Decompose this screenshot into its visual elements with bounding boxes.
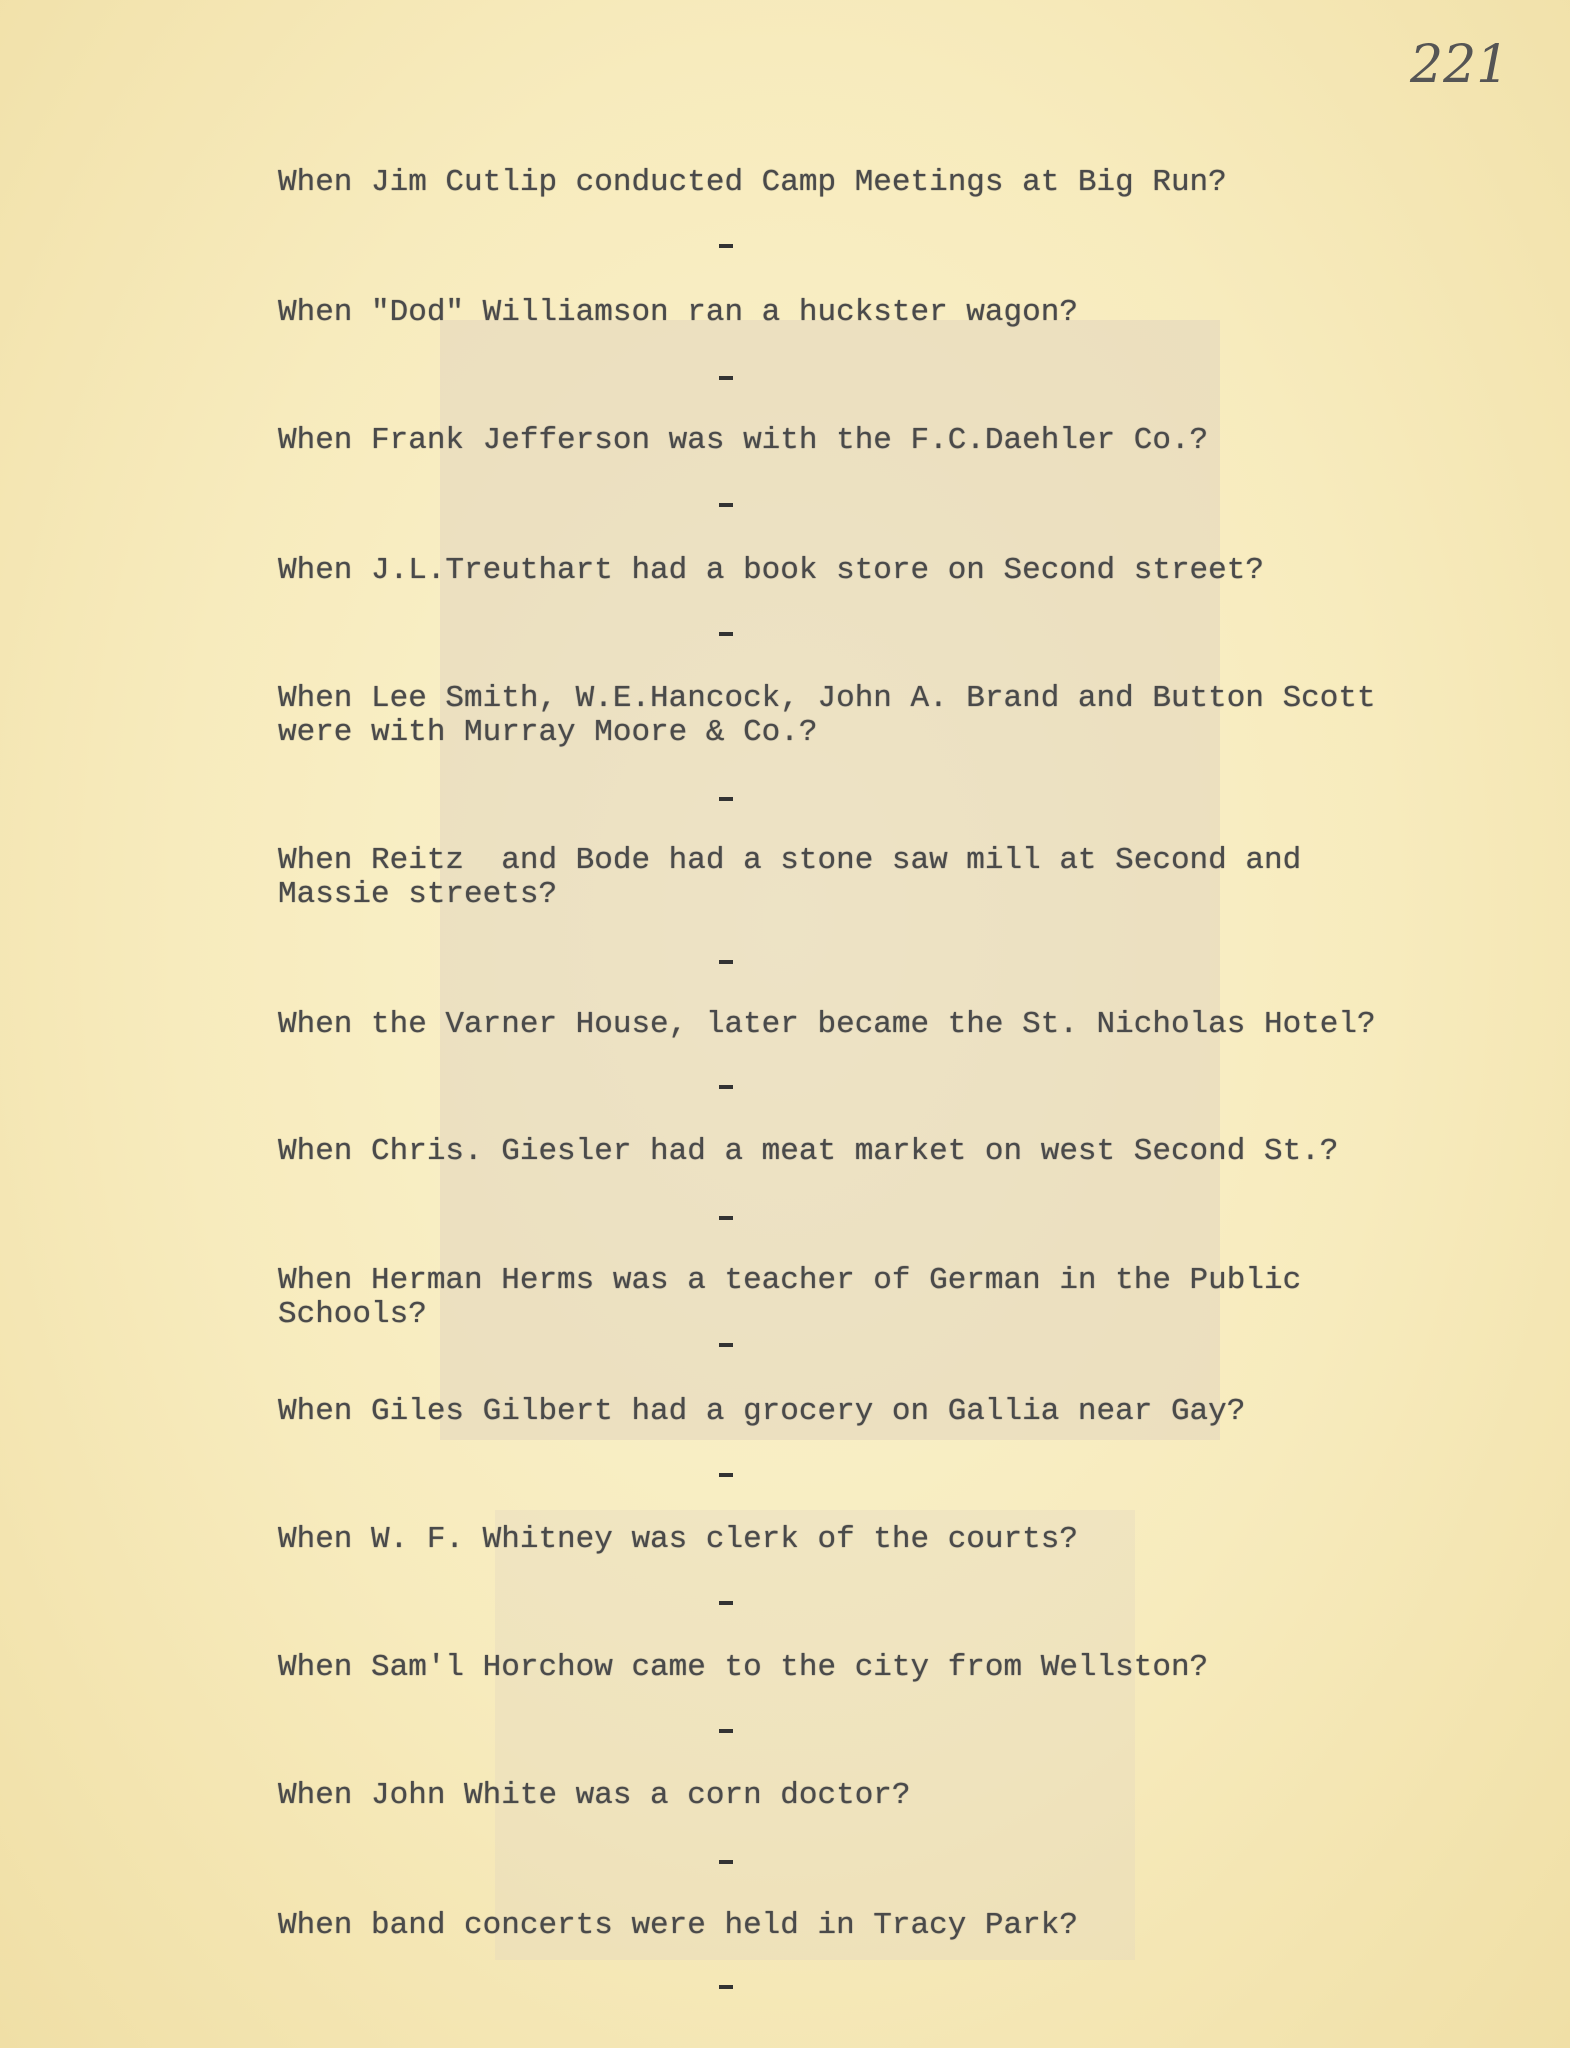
question-item: When band concerts were held in Tracy Park? bbox=[278, 1908, 1078, 1943]
separator-dash bbox=[719, 1601, 733, 1605]
question-item: When Chris. Giesler had a meat market on west Second St.? bbox=[278, 1134, 1339, 1169]
paper-stain bbox=[495, 1510, 1135, 1960]
separator-dash bbox=[719, 1860, 733, 1864]
question-item: When Lee Smith, W.E.Hancock, John A. Brand and Button Scott were with Murray Moore & Co.? bbox=[278, 681, 1376, 750]
separator-dash bbox=[719, 960, 733, 964]
separator-dash bbox=[719, 1729, 733, 1733]
separator-dash bbox=[719, 244, 733, 248]
question-item: When Jim Cutlip conducted Camp Meetings at Big Run? bbox=[278, 165, 1227, 200]
question-item: When Herman Herms was a teacher of German in the Public Schools? bbox=[278, 1263, 1302, 1332]
question-item: When J.L.Treuthart had a book store on Second street? bbox=[278, 553, 1264, 588]
separator-dash bbox=[719, 797, 733, 801]
separator-dash bbox=[719, 1216, 733, 1220]
question-item: When Reitz and Bode had a stone saw mill at Second and Massie streets? bbox=[278, 843, 1302, 912]
question-item: When the Varner House, later became the St. Nicholas Hotel? bbox=[278, 1007, 1376, 1042]
question-item: When W. F. Whitney was clerk of the courts? bbox=[278, 1522, 1078, 1557]
separator-dash bbox=[719, 632, 733, 636]
separator-dash bbox=[719, 1473, 733, 1477]
question-item: When Sam'l Horchow came to the city from Wellston? bbox=[278, 1650, 1209, 1685]
separator-dash bbox=[719, 1085, 733, 1089]
separator-dash bbox=[719, 1343, 733, 1347]
question-item: When John White was a corn doctor? bbox=[278, 1778, 911, 1813]
question-item: When Giles Gilbert had a grocery on Gallia near Gay? bbox=[278, 1394, 1246, 1429]
handwritten-page-number: 221 bbox=[1410, 35, 1510, 95]
separator-dash bbox=[719, 503, 733, 507]
separator-dash bbox=[719, 1985, 733, 1989]
question-item: When Frank Jefferson was with the F.C.Daehler Co.? bbox=[278, 423, 1209, 458]
question-item: When "Dod" Williamson ran a huckster wagon? bbox=[278, 295, 1078, 330]
separator-dash bbox=[719, 376, 733, 380]
